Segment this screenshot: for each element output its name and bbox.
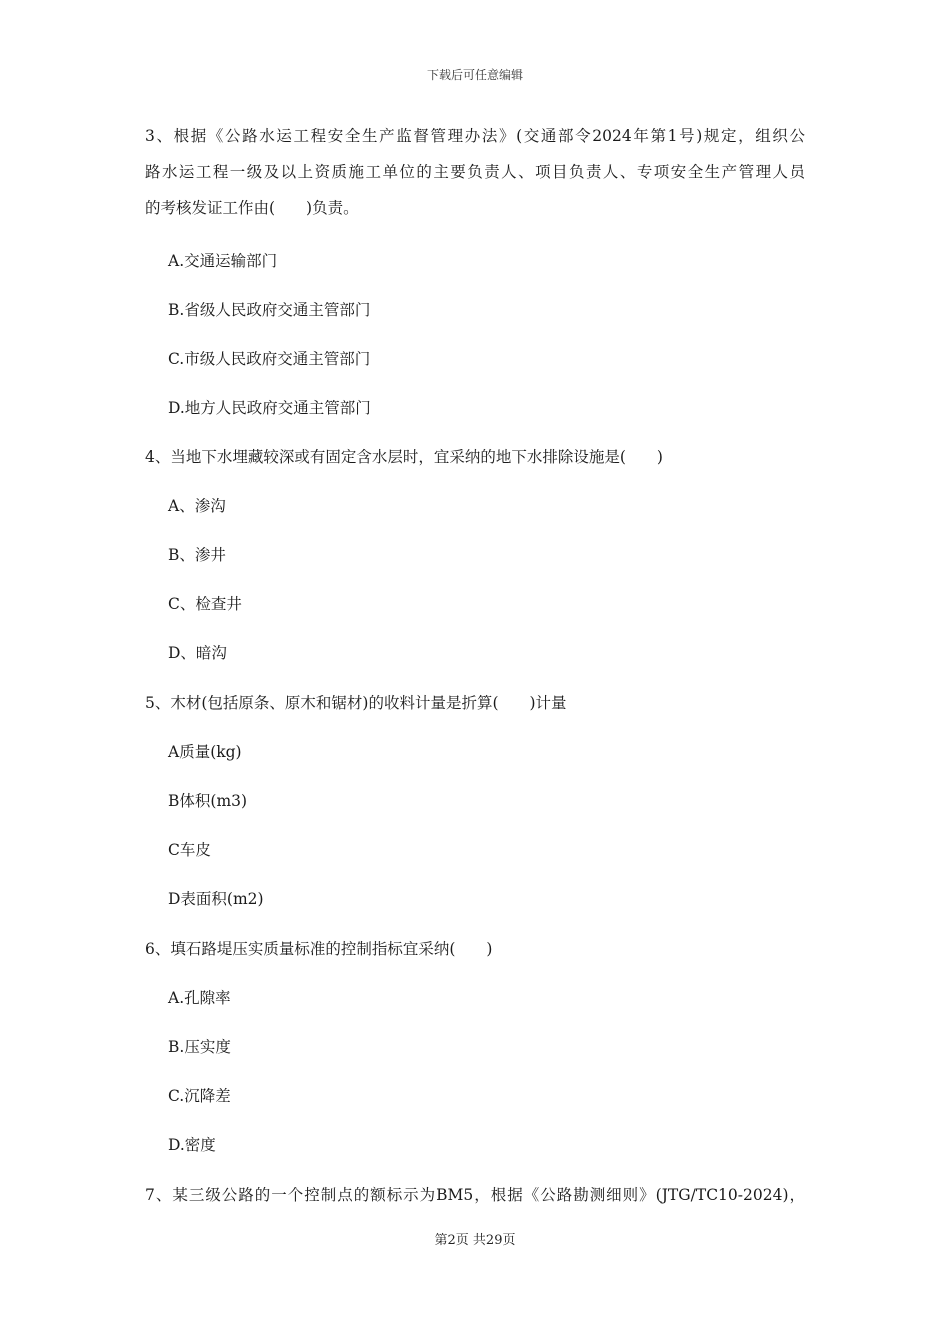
- question-5-option-a: A质量(kg): [168, 743, 242, 761]
- question-6-option-d: D.密度: [168, 1136, 216, 1154]
- page-header: 下载后可任意编辑: [426, 68, 523, 82]
- question-3-option-a: A.交通运输部门: [168, 252, 278, 270]
- question-6-option-a: A.孔隙率: [168, 989, 231, 1007]
- question-3-option-d: D.地方人民政府交通主管部门: [168, 399, 371, 417]
- question-3-option-b: B.省级人民政府交通主管部门: [168, 301, 371, 319]
- page-footer: 第2页 共29页: [434, 1233, 516, 1248]
- question-4-option-a: A、渗沟: [168, 497, 226, 515]
- question-4-option-c: C、检查井: [168, 595, 242, 613]
- question-4-option-b: B、渗井: [168, 546, 226, 564]
- question-5-option-b: B体积(m3): [168, 792, 248, 810]
- question-6-option-c: C.沉降差: [168, 1087, 231, 1105]
- question-3-line-2: 路水运工程一级及以上资质施工单位的主要负责人、项目负责人、专项安全生产管理人员: [145, 163, 805, 181]
- question-3-line-3: 的考核发证工作由( )负责。: [145, 199, 359, 217]
- question-4-line-1: 4、当地下水埋藏较深或有固定含水层时，宜采纳的地下水排除设施是( ): [145, 448, 663, 466]
- question-3-line-1: 3、根据《公路水运工程安全生产监督管理办法》(交通部令2024年第1号)规定，组织公: [145, 127, 805, 145]
- question-4-option-d: D、暗沟: [168, 644, 227, 662]
- question-6-option-b: B.压实度: [168, 1038, 231, 1056]
- question-7-line-1: 7、某三级公路的一个控制点的额标示为BM5，根据《公路勘测细则》(JTG/TC10-2024)，: [145, 1186, 805, 1204]
- question-5-line-1: 5、木材(包括原条、原木和锯材)的收料计量是折算( )计量: [145, 694, 567, 712]
- question-6-line-1: 6、填石路堤压实质量标准的控制指标宜采纳( ): [145, 940, 493, 958]
- question-3-option-c: C.市级人民政府交通主管部门: [168, 350, 371, 368]
- question-5-option-c: C车皮: [168, 841, 211, 859]
- question-5-option-d: D表面积(m2): [168, 890, 264, 908]
